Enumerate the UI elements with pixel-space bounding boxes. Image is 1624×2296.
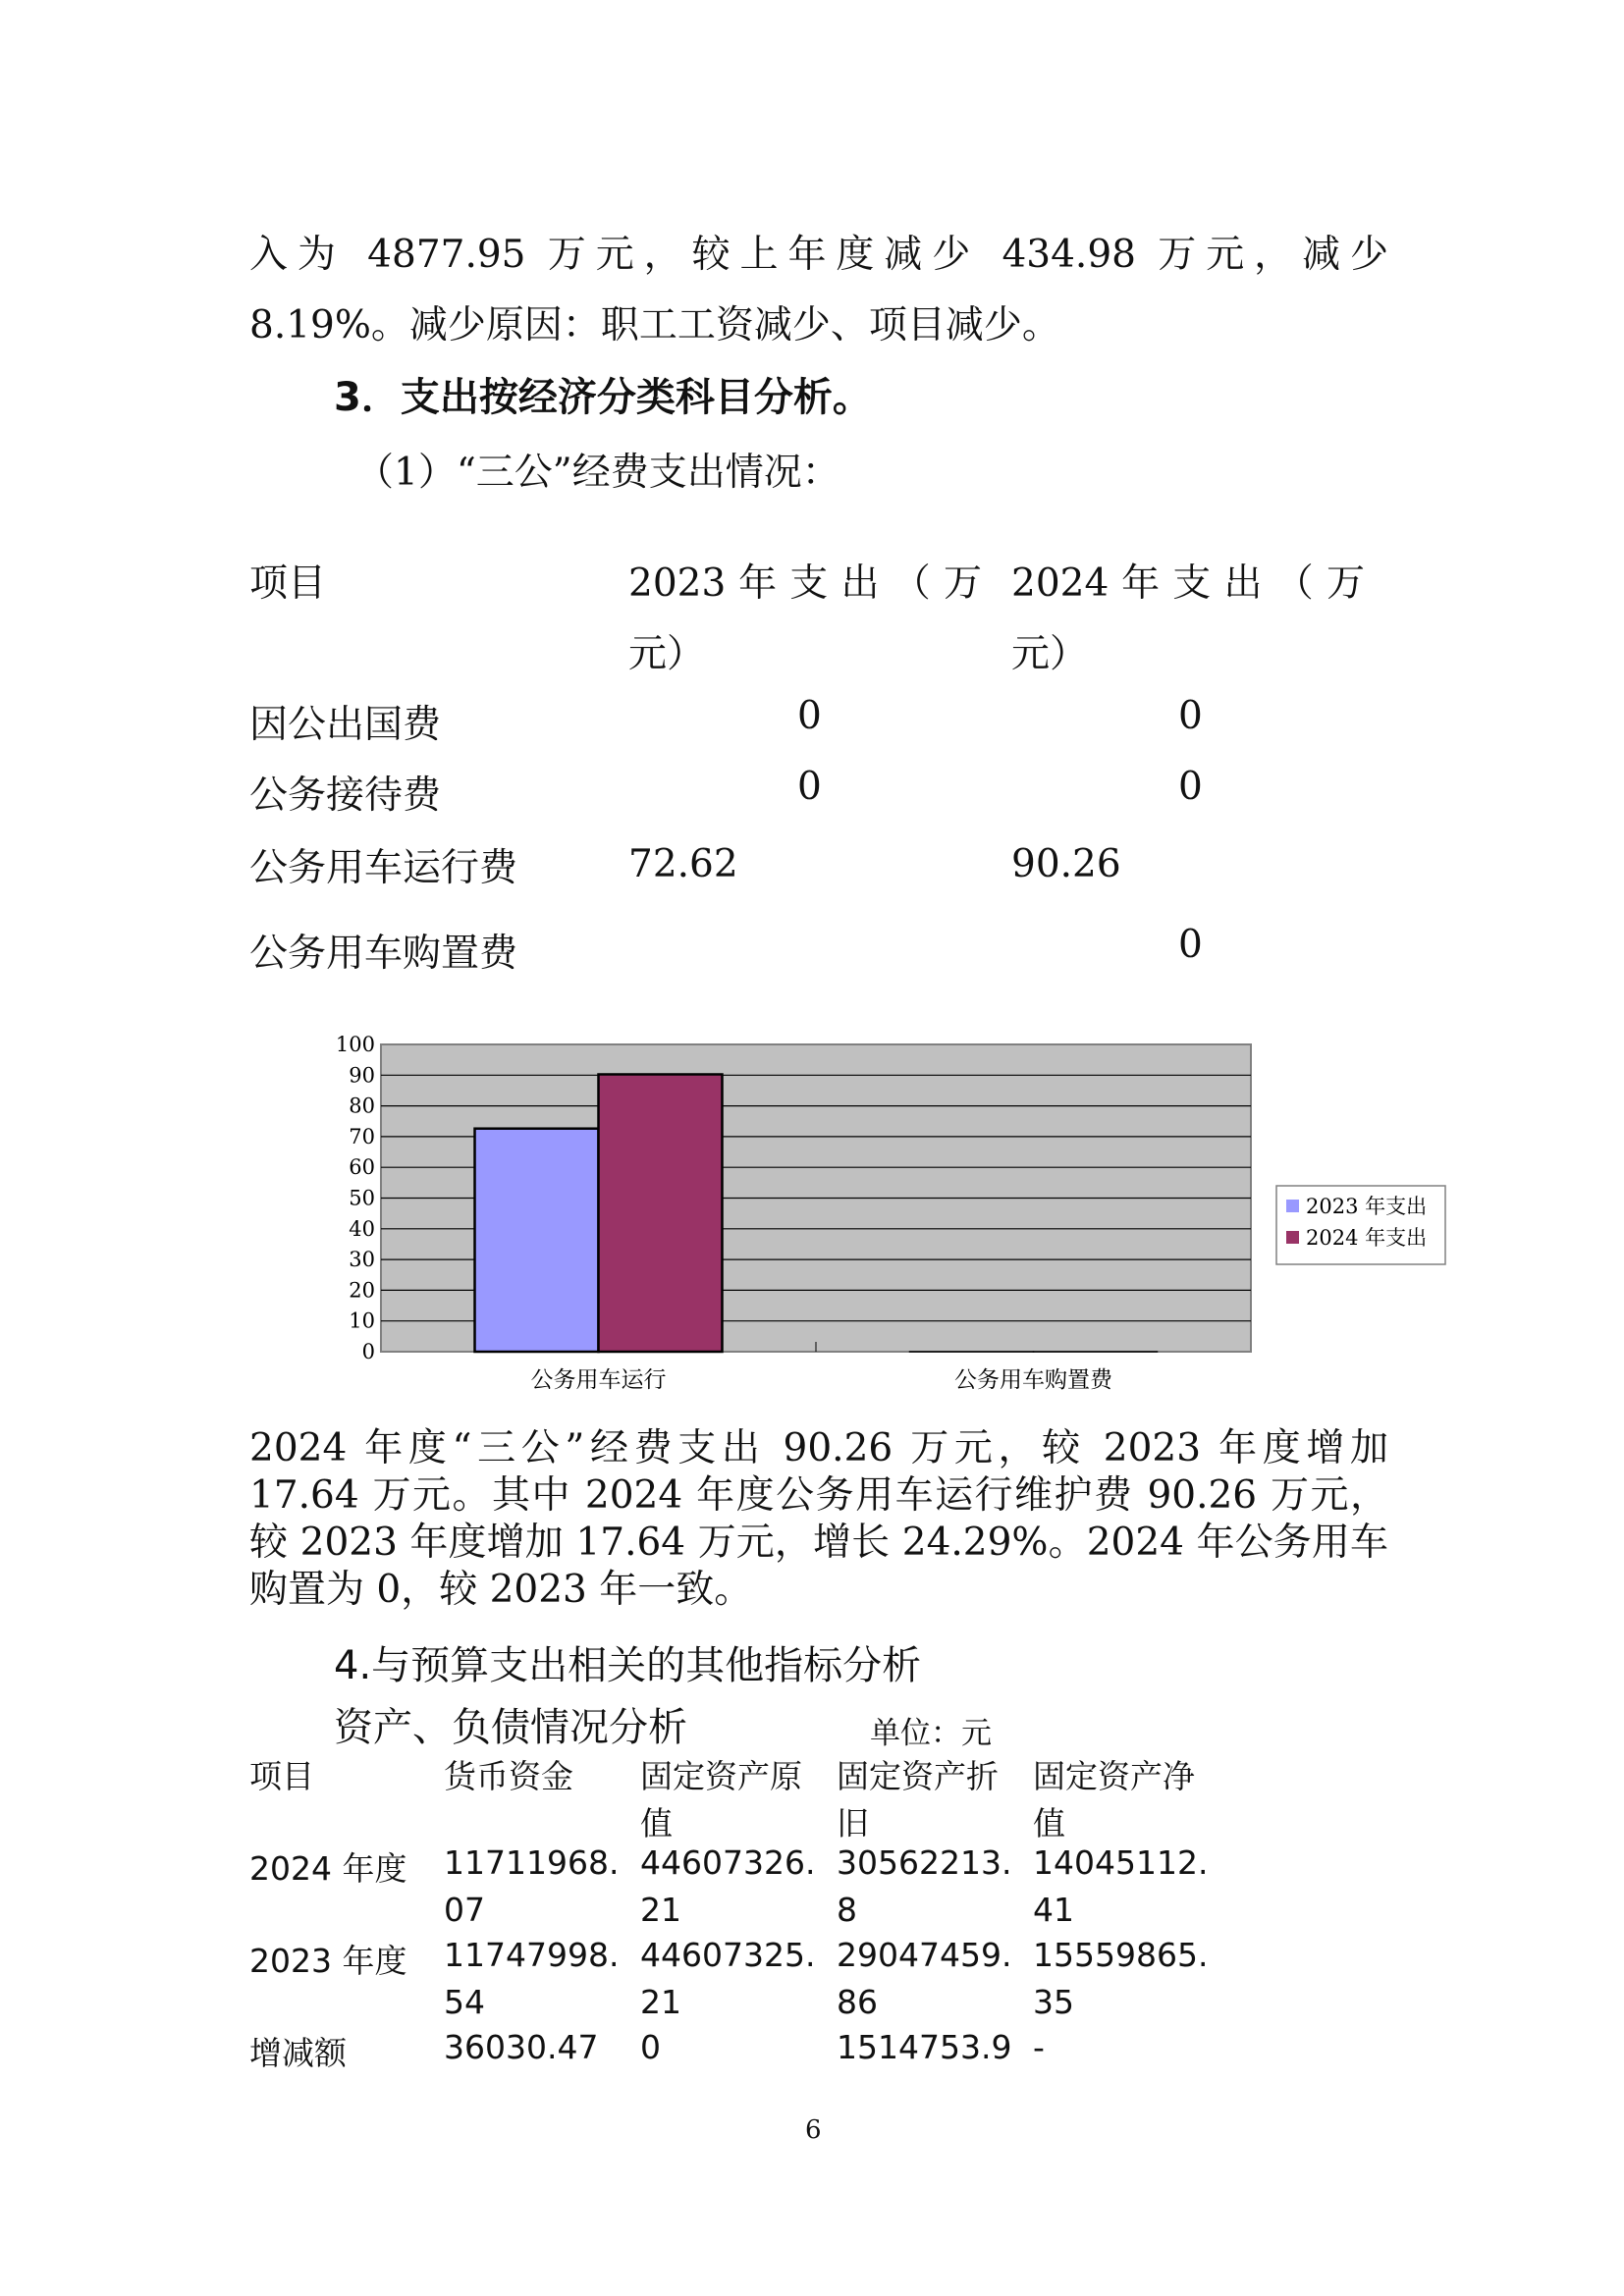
asset-cell-cont: 8 — [837, 1891, 857, 1929]
asset-cell-cont: 86 — [837, 1983, 878, 2021]
y-tick-label: 90 — [349, 1063, 375, 1088]
table-cell-2023: 0 — [797, 694, 822, 738]
asset-cell: 36030.47 — [444, 2028, 599, 2066]
asset-cell: 15559865. — [1033, 1936, 1209, 1974]
table-row-name: 公务用车购置费 — [249, 932, 518, 976]
asset-cell: 29047459. — [837, 1936, 1012, 1974]
table-header-2023-line2: 元） — [628, 632, 706, 676]
unit-label: 单位：元 — [870, 1716, 992, 1751]
legend-swatch — [1286, 1231, 1299, 1244]
y-tick-label: 30 — [349, 1248, 375, 1272]
bar-0-1 — [599, 1074, 723, 1352]
asset-cell-cont: 54 — [444, 1983, 485, 2021]
asset-cell-cont: 07 — [444, 1891, 485, 1929]
summary-line-3: 较 2023 年度增加 17.64 万元，增长 24.29%。2024 年公务用车 — [249, 1521, 1388, 1565]
legend-entry: 2024 年支出 — [1306, 1226, 1428, 1250]
asset-cell-cont: 21 — [640, 1891, 681, 1929]
table-row-name: 公务接待费 — [249, 774, 442, 818]
asset-header-cell: 固定资产折 — [837, 1757, 999, 1795]
section-3-subheading: （1）“三公”经费支出情况： — [355, 451, 840, 495]
asset-header-cell-cont: 值 — [1033, 1804, 1065, 1842]
asset-header-cell-cont: 旧 — [837, 1804, 869, 1842]
asset-row-label: 2024 年度 — [249, 1849, 407, 1888]
table-row-name: 因公出国费 — [249, 703, 442, 747]
asset-row-label: 2023 年度 — [249, 1942, 407, 1980]
y-tick-label: 100 — [335, 1033, 375, 1056]
asset-header-cell: 固定资产净 — [1033, 1757, 1195, 1795]
bar-0-0 — [475, 1129, 599, 1352]
asset-cell: 44607326. — [640, 1843, 816, 1882]
asset-cell-cont: 35 — [1033, 1983, 1074, 2021]
summary-line-1: 2024 年度“三公”经费支出 90.26 万元，较 2023 年度增加 — [249, 1426, 1388, 1470]
y-tick-label: 60 — [349, 1155, 375, 1180]
table-cell-2024: 0 — [1178, 765, 1203, 809]
section-4-heading: 4.与预算支出相关的其他指标分析 — [334, 1643, 922, 1688]
asset-cell: 44607325. — [640, 1936, 816, 1974]
intro-line-2: 8.19%。减少原因：职工工资减少、项目减少。 — [249, 303, 1060, 347]
table-header-item: 项目 — [249, 561, 327, 606]
legend-swatch — [1286, 1200, 1299, 1212]
asset-cell: - — [1033, 2028, 1045, 2066]
table-header-2024-line2: 元） — [1011, 632, 1089, 676]
table-cell-2023: 0 — [797, 765, 822, 809]
table-row-name: 公务用车运行费 — [249, 846, 518, 890]
asset-cell: 1514753.9 — [837, 2028, 1012, 2066]
x-category-label: 公务用车运行 — [530, 1367, 667, 1393]
y-tick-label: 40 — [349, 1216, 375, 1241]
section-4-subheading: 资产、负债情况分析 — [334, 1705, 687, 1750]
x-category-label: 公务用车购置费 — [954, 1367, 1112, 1393]
asset-cell: 11747998. — [444, 1936, 620, 1974]
asset-cell: 30562213. — [837, 1843, 1012, 1882]
intro-line-1: 入为 4877.95 万元，较上年度减少 434.98 万元，减少 — [249, 233, 1388, 277]
table-cell-2024: 0 — [1178, 923, 1203, 967]
y-tick-label: 10 — [349, 1308, 375, 1333]
y-tick-label: 0 — [361, 1340, 375, 1363]
table-header-2023-line1: 2023 年 支 出 （ 万 — [628, 561, 982, 606]
table-cell-2023: 72.62 — [628, 842, 738, 886]
y-tick-label: 80 — [349, 1094, 375, 1118]
asset-header-cell: 固定资产原 — [640, 1757, 802, 1795]
section-3-heading: 3．支出按经济分类科目分析。 — [334, 375, 872, 420]
y-tick-label: 70 — [349, 1124, 375, 1148]
page-number: 6 — [805, 2115, 822, 2145]
asset-cell: 0 — [640, 2028, 661, 2066]
table-header-2024-line1: 2024 年 支 出 （ 万 — [1011, 561, 1365, 606]
asset-row-label: 增减额 — [249, 2034, 347, 2072]
asset-header-cell: 项目 — [249, 1757, 314, 1795]
asset-cell-cont: 21 — [640, 1983, 681, 2021]
table-cell-2024: 90.26 — [1011, 842, 1121, 886]
table-cell-2024: 0 — [1178, 694, 1203, 738]
y-tick-label: 50 — [349, 1186, 375, 1210]
asset-header-cell: 货币资金 — [444, 1757, 573, 1795]
asset-cell: 11711968. — [444, 1843, 620, 1882]
legend-entry: 2023 年支出 — [1306, 1195, 1428, 1218]
asset-cell: 14045112. — [1033, 1843, 1209, 1882]
summary-line-4: 购置为 0，较 2023 年一致。 — [249, 1568, 753, 1612]
asset-header-cell-cont: 值 — [640, 1804, 673, 1842]
y-tick-label: 20 — [349, 1278, 375, 1303]
asset-cell-cont: 41 — [1033, 1891, 1074, 1929]
summary-line-2: 17.64 万元。其中 2024 年度公务用车运行维护费 90.26 万元， — [249, 1473, 1388, 1518]
